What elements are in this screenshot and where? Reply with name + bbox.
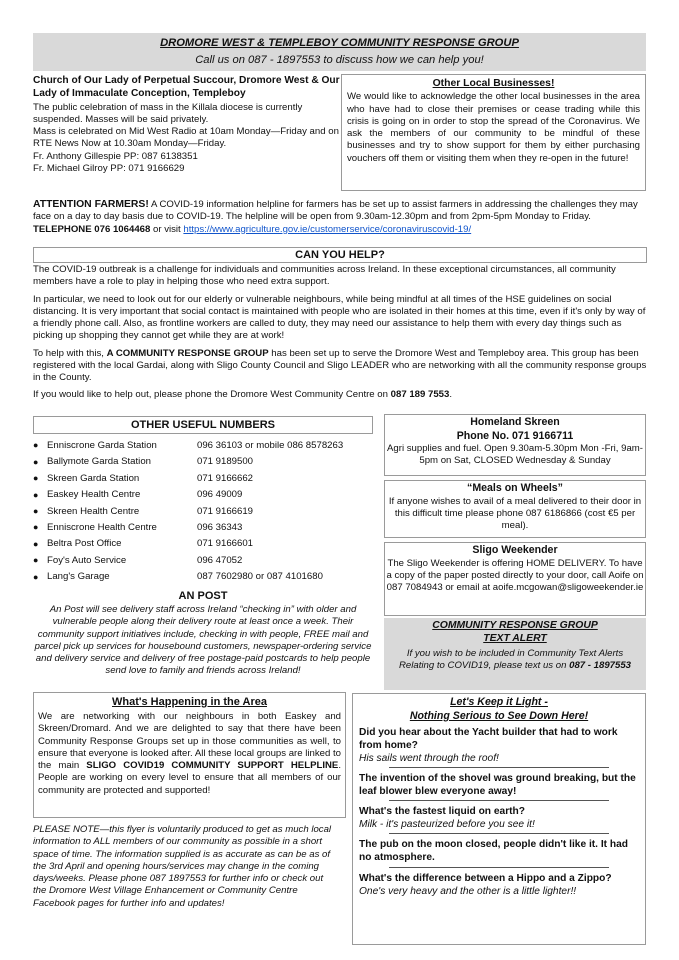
joke-answer: One's very heavy and the other is a little lighter!! (359, 885, 577, 897)
number-value: 071 9189500 (197, 456, 254, 468)
joke-question: Did you hear about the Yacht builder that had to work from home? (359, 727, 618, 752)
bullet-icon: ● (33, 506, 39, 516)
farmers-link[interactable]: https://www.agriculture.gov.ie/customerservice/coronaviruscovid-19/ (183, 223, 472, 235)
number-name: Beltra Post Office (47, 538, 122, 550)
divider (389, 767, 609, 768)
bullet-icon: ● (33, 489, 39, 500)
farmers-lead: ATTENTION FARMERS! (33, 199, 149, 210)
help-title: CAN YOU HELP? (33, 247, 647, 263)
number-value: 087 7602980 or 087 4101680 (197, 571, 323, 583)
joke-question: What's the fastest liquid on earth? (359, 806, 525, 818)
text-alert-subtitle: TEXT ALERT (483, 633, 547, 645)
header-banner (33, 33, 646, 71)
weekender-box (384, 542, 646, 616)
other-businesses-body: We would like to acknowledge the other local businesses in the area who have had to close their premises or cease trading while this crisis is going on in order to stop the spread of the Coronavirus. We ask the members of our community to be mindful of these businesses and try to show support for them by either purchasing vouchers off them or visiting them when they re-open in the future! (347, 91, 640, 164)
number-item (33, 536, 378, 552)
divider (389, 867, 609, 868)
number-name: Enniscrone Garda Station (47, 440, 157, 452)
number-item (33, 504, 378, 520)
joke-item (359, 838, 639, 867)
happening-box (33, 692, 346, 818)
weekender-title: Sligo Weekender (472, 544, 558, 556)
number-item (33, 553, 378, 569)
joke-item (359, 726, 639, 768)
happening-title: What's Happening in the Area (112, 696, 267, 708)
church-line: Mass is celebrated on Mid West Radio at 10am Monday—Friday and on RTE News Now at 10.30am Monday—Friday. (33, 126, 339, 150)
number-value: 096 36103 or mobile 086 8578263 (197, 440, 344, 452)
number-value: 071 9166662 (197, 472, 254, 484)
joke-answer: Milk - it's pasteurized before you see it! (359, 819, 535, 831)
number-name: Enniscrone Health Centre (47, 522, 157, 534)
number-name: Easkey Health Centre (47, 489, 141, 501)
number-value: 096 49009 (197, 489, 243, 501)
farmers-phone: TELEPHONE 076 1064468 (33, 223, 151, 235)
text-alert-title: COMMUNITY RESPONSE GROUP (432, 620, 598, 631)
number-value: 071 9166619 (197, 505, 254, 517)
jokes-box (352, 693, 646, 945)
number-item (33, 438, 378, 454)
help-p3: To help with this, A COMMUNITY RESPONSE GROUP has been set up to serve the Dromore West and Templeboy area. This group has been registered with the local Gardai, along with Sligo County Council and Sligo LEADER who are networking with all the community response groups in the County. (33, 347, 647, 384)
note-section (33, 824, 338, 949)
number-value: 096 47052 (197, 554, 243, 566)
number-name: Foy's Auto Service (47, 554, 127, 566)
number-item (33, 471, 378, 487)
bullet-icon: ● (33, 522, 39, 533)
church-title: Church of Our Lady of Perpetual Succour, Dromore West & Our Lady of Immaculate Conception, Templeboy (33, 75, 340, 100)
church-section (33, 74, 340, 192)
jokes-title: Let's Keep it Light - (450, 696, 548, 708)
other-businesses-title: Other Local Businesses! (432, 78, 555, 89)
help-section (33, 264, 647, 414)
joke-item (359, 772, 639, 801)
joke-question: The pub on the moon closed, people didn't like it. It had no atmosphere. (359, 839, 628, 864)
joke-question: What's the difference between a Hippo and a Zippo? (359, 872, 612, 884)
joke-question: The invention of the shovel was ground breaking, but the leaf blower blew everyone away! (359, 773, 636, 798)
header-title: DROMORE WEST & TEMPLEBOY COMMUNITY RESPONSE GROUP (160, 37, 519, 49)
divider (389, 833, 609, 834)
an-post-title: AN POST (178, 590, 228, 602)
farmers-section (33, 198, 647, 244)
happening-body: We are networking with our neighbours in both Easkey and Skreen/Dromard. And we are delighted to say that there have been Community Response Groups set up in those communities as well, to ensure that everyone is looked after. All these local groups are linked to the main SLIGO COVID19 COMMUNITY SUPPORT HELPLINE. People are working on every level to ensure that all members of our community are protected and supported! (38, 711, 341, 796)
joke-item (359, 805, 639, 834)
an-post-section (33, 589, 373, 689)
other-businesses-box (341, 74, 646, 191)
homeland-phone: Phone No. 071 9166711 (456, 429, 574, 442)
joke-item (359, 872, 639, 898)
text-alert-body: If you wish to be included in Community Text Alerts Relating to COVID19, please text us on 087 - 1897553 (398, 647, 631, 671)
joke-answer: His sails went through the roof! (359, 753, 499, 765)
homeland-box (384, 414, 646, 476)
jokes-subtitle: Nothing Serious to See Down Here! (409, 709, 589, 722)
bullet-icon: ● (33, 456, 39, 467)
meals-box (384, 480, 646, 538)
number-item (33, 487, 378, 503)
number-value: 096 36343 (197, 522, 243, 534)
bullet-icon: ● (33, 473, 39, 484)
number-name: Lang's Garage (47, 571, 110, 583)
homeland-title: Homeland Skreen (470, 416, 560, 428)
text-alert-box (384, 618, 646, 690)
bullet-icon: ● (33, 555, 39, 566)
number-name: Skreen Health Centre (47, 505, 140, 517)
homeland-body: Agri supplies and fuel. Open 9.30am-5.30pm Mon -Fri, 9am-5pm on Sat, CLOSED Wednesday & Sunday (387, 443, 643, 467)
number-item (33, 454, 378, 470)
meals-title: “Meals on Wheels” (467, 482, 563, 494)
bullet-icon: ● (33, 538, 39, 549)
divider (389, 800, 609, 801)
number-item (33, 520, 378, 536)
weekender-body: The Sligo Weekender is offering HOME DELIVERY. To have a copy of the paper posted directly to your door, call Aoife on 087 7084943 or email at aoife.mcgowan@sligoweekender.ie (386, 557, 644, 594)
help-p2: In particular, we need to look out for our elderly or vulnerable neighbours, while being mindful at all times of the HSE guidelines on social distancing. It is very important that social contact is maintained with people who are isolated in their homes at this time, even if it's only by way of a friendly phone call. Also, as frontline workers are called to duty, they may need our assistance to help them with every day things such as picking up shopping they cannot get while they are at work! (33, 293, 646, 342)
bullet-icon: ● (33, 571, 39, 582)
meals-body: If anyone wishes to avail of a meal delivered to their door in this difficult time please phone 087 6186866 (cost €5 per meal). (388, 495, 642, 532)
note-text: PLEASE NOTE—this flyer is voluntarily produced to get as much local information to ALL members of our community as possible in a short space of time. The information supplied is as accurate as can be as of the 3rd April and opening hours/services may change in the coming days/weeks. Please phone 087 1897553 for further info or check out the Dromore West Village Enhancement or Community Centre Facebook pages for further info and updates! (33, 824, 332, 909)
header-call: Call us on 087 - 1897553 to discuss how we can help you! (195, 54, 484, 67)
number-value: 071 9166601 (197, 538, 254, 550)
help-p4: If you would like to help out, please phone the Dromore West Community Centre on 087 189 7553. (33, 389, 453, 401)
farmers-or: or visit (150, 223, 184, 235)
church-line: The public celebration of mass in the Killala diocese is currently suspended. Masses will be said privately. (33, 101, 303, 125)
farmers-text: A COVID-19 information helpline for farmers has be set up to assist farmers in addressing the challenges they may face on a day to day basis due to COVID-19. The helpline will be open from 9.30am-12.30pm and from 2pm-5pm Monday to Friday. (33, 199, 638, 223)
number-item (33, 569, 378, 585)
numbers-list (33, 438, 378, 590)
church-line: Fr. Anthony Gillespie PP: 087 6138351 (33, 150, 198, 162)
help-p1: The COVID-19 outbreak is a challenge for individuals and communities across Ireland. In these exceptional circumstances, all community members have a role to play in helping those who need extra support. (33, 264, 616, 288)
number-name: Ballymote Garda Station (47, 456, 151, 468)
an-post-body: An Post will see delivery staff across Ireland “checking in” with older and vulnerable people along their delivery route at least once a week. Their community support initiatives include, checking in with people, FREE mail and parcel pick up services for housebound customers, newspaper-ordering service and delivery service and delivery of free postage-paid postcards to help people send love to family and friends across Ireland! (34, 604, 372, 677)
number-name: Skreen Garda Station (47, 472, 140, 484)
numbers-title: OTHER USEFUL NUMBERS (33, 416, 373, 434)
bullet-icon: ● (33, 440, 39, 451)
church-line: Fr. Michael Gilroy PP: 071 9166629 (33, 162, 185, 174)
